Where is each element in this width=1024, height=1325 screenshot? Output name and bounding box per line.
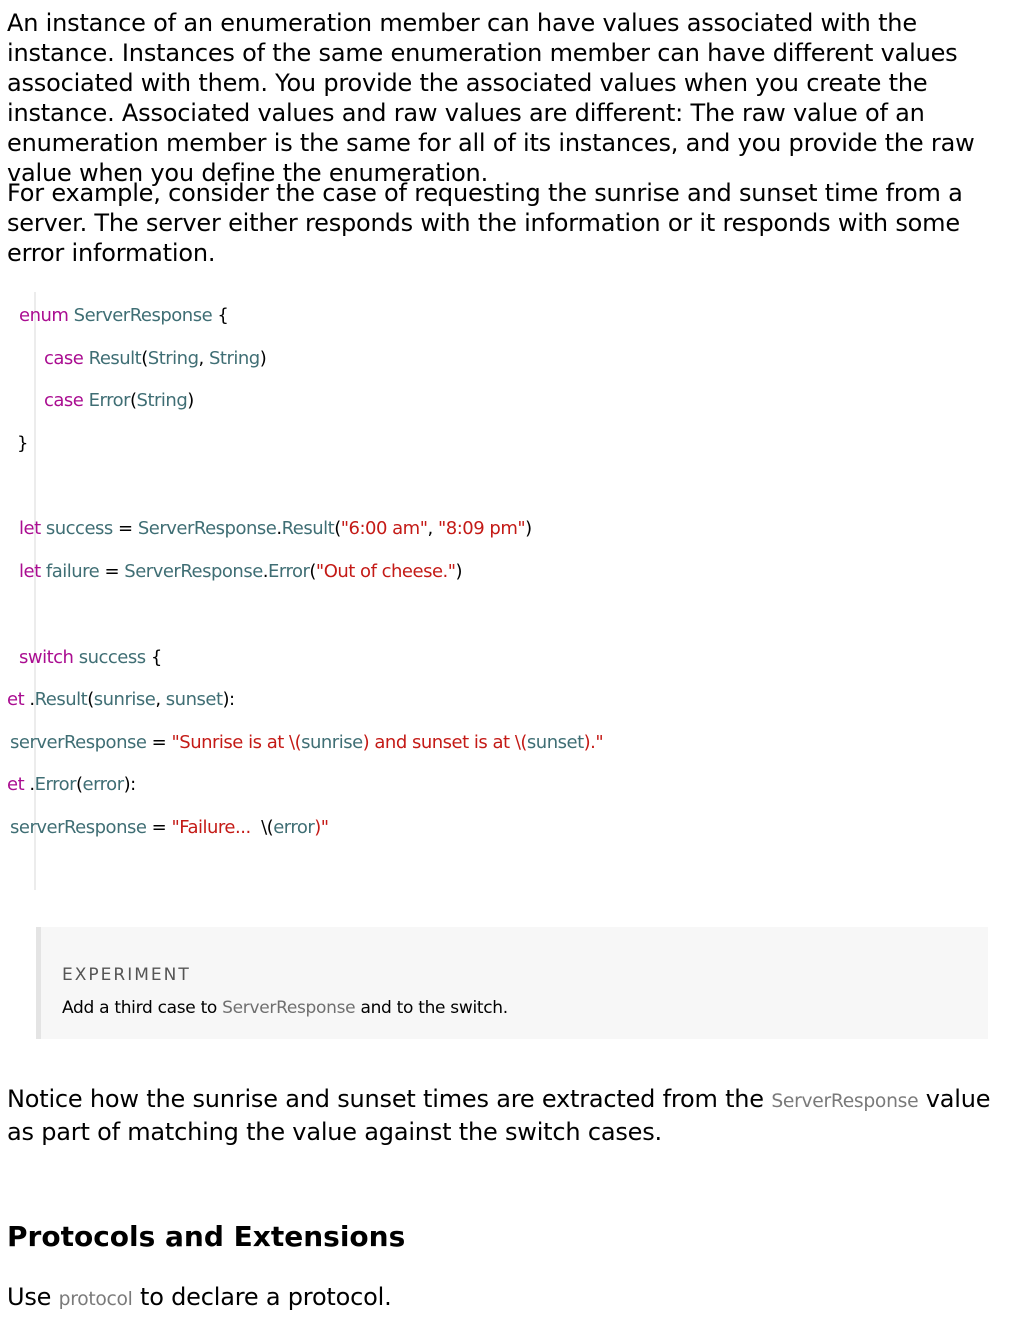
- paragraph-example: For example, consider the case of requesting the sunrise and sunset time from a server. The server either responds with the information or it responds with some error information.: [7, 179, 963, 267]
- code-line-3: case Error(String): [44, 390, 194, 411]
- code-line-5: let success = ServerResponse.Result("6:00 am", "8:09 pm"): [19, 518, 532, 539]
- code-line-9: serverResponse = "Sunrise is at \(sunrise) and sunset is at \(sunset).": [10, 732, 604, 753]
- code-block: [0, 292, 1010, 892]
- inline-code-serverresponse: ServerResponse: [222, 998, 356, 1018]
- code-line-4: }: [17, 433, 28, 454]
- code-line-7: switch success {: [19, 647, 162, 668]
- callout-title: EXPERIMENT: [62, 965, 191, 985]
- callout-text: Add a third case to ServerResponse and to the switch.: [62, 998, 508, 1018]
- code-line-1: enum ServerResponse {: [19, 305, 229, 326]
- paragraph-notice: Notice how the sunrise and sunset times are extracted from the ServerResponse value as part of matching the value against the switch cases.: [7, 1085, 991, 1146]
- code-line-6: let failure = ServerResponse.Error("Out of cheese."): [19, 561, 463, 582]
- code-line-8: et .Result(sunrise, sunset):: [7, 689, 235, 710]
- paragraph-associated-values: An instance of an enumeration member can have values associated with the instance. Instances of the same enumeration member can have different values associated with them. You provide the associated values when you create the instance. Associated values and raw values are different: The raw value of an enumeration member is the same for all of its instances, and you provide the raw value when you define the enumeration.: [7, 9, 975, 187]
- experiment-callout: [36, 927, 988, 1039]
- code-line-2: case Result(String, String): [44, 348, 267, 369]
- code-line-11: serverResponse = "Failure... \(error)": [10, 817, 329, 838]
- section-heading: Protocols and Extensions: [7, 1220, 406, 1253]
- paragraph-protocol: Use protocol to declare a protocol.: [7, 1283, 392, 1311]
- inline-code-protocol: protocol: [58, 1289, 133, 1310]
- inline-code-serverresponse: ServerResponse: [771, 1091, 919, 1112]
- code-line-10: et .Error(error):: [7, 774, 136, 795]
- code-block-rule: [34, 292, 36, 890]
